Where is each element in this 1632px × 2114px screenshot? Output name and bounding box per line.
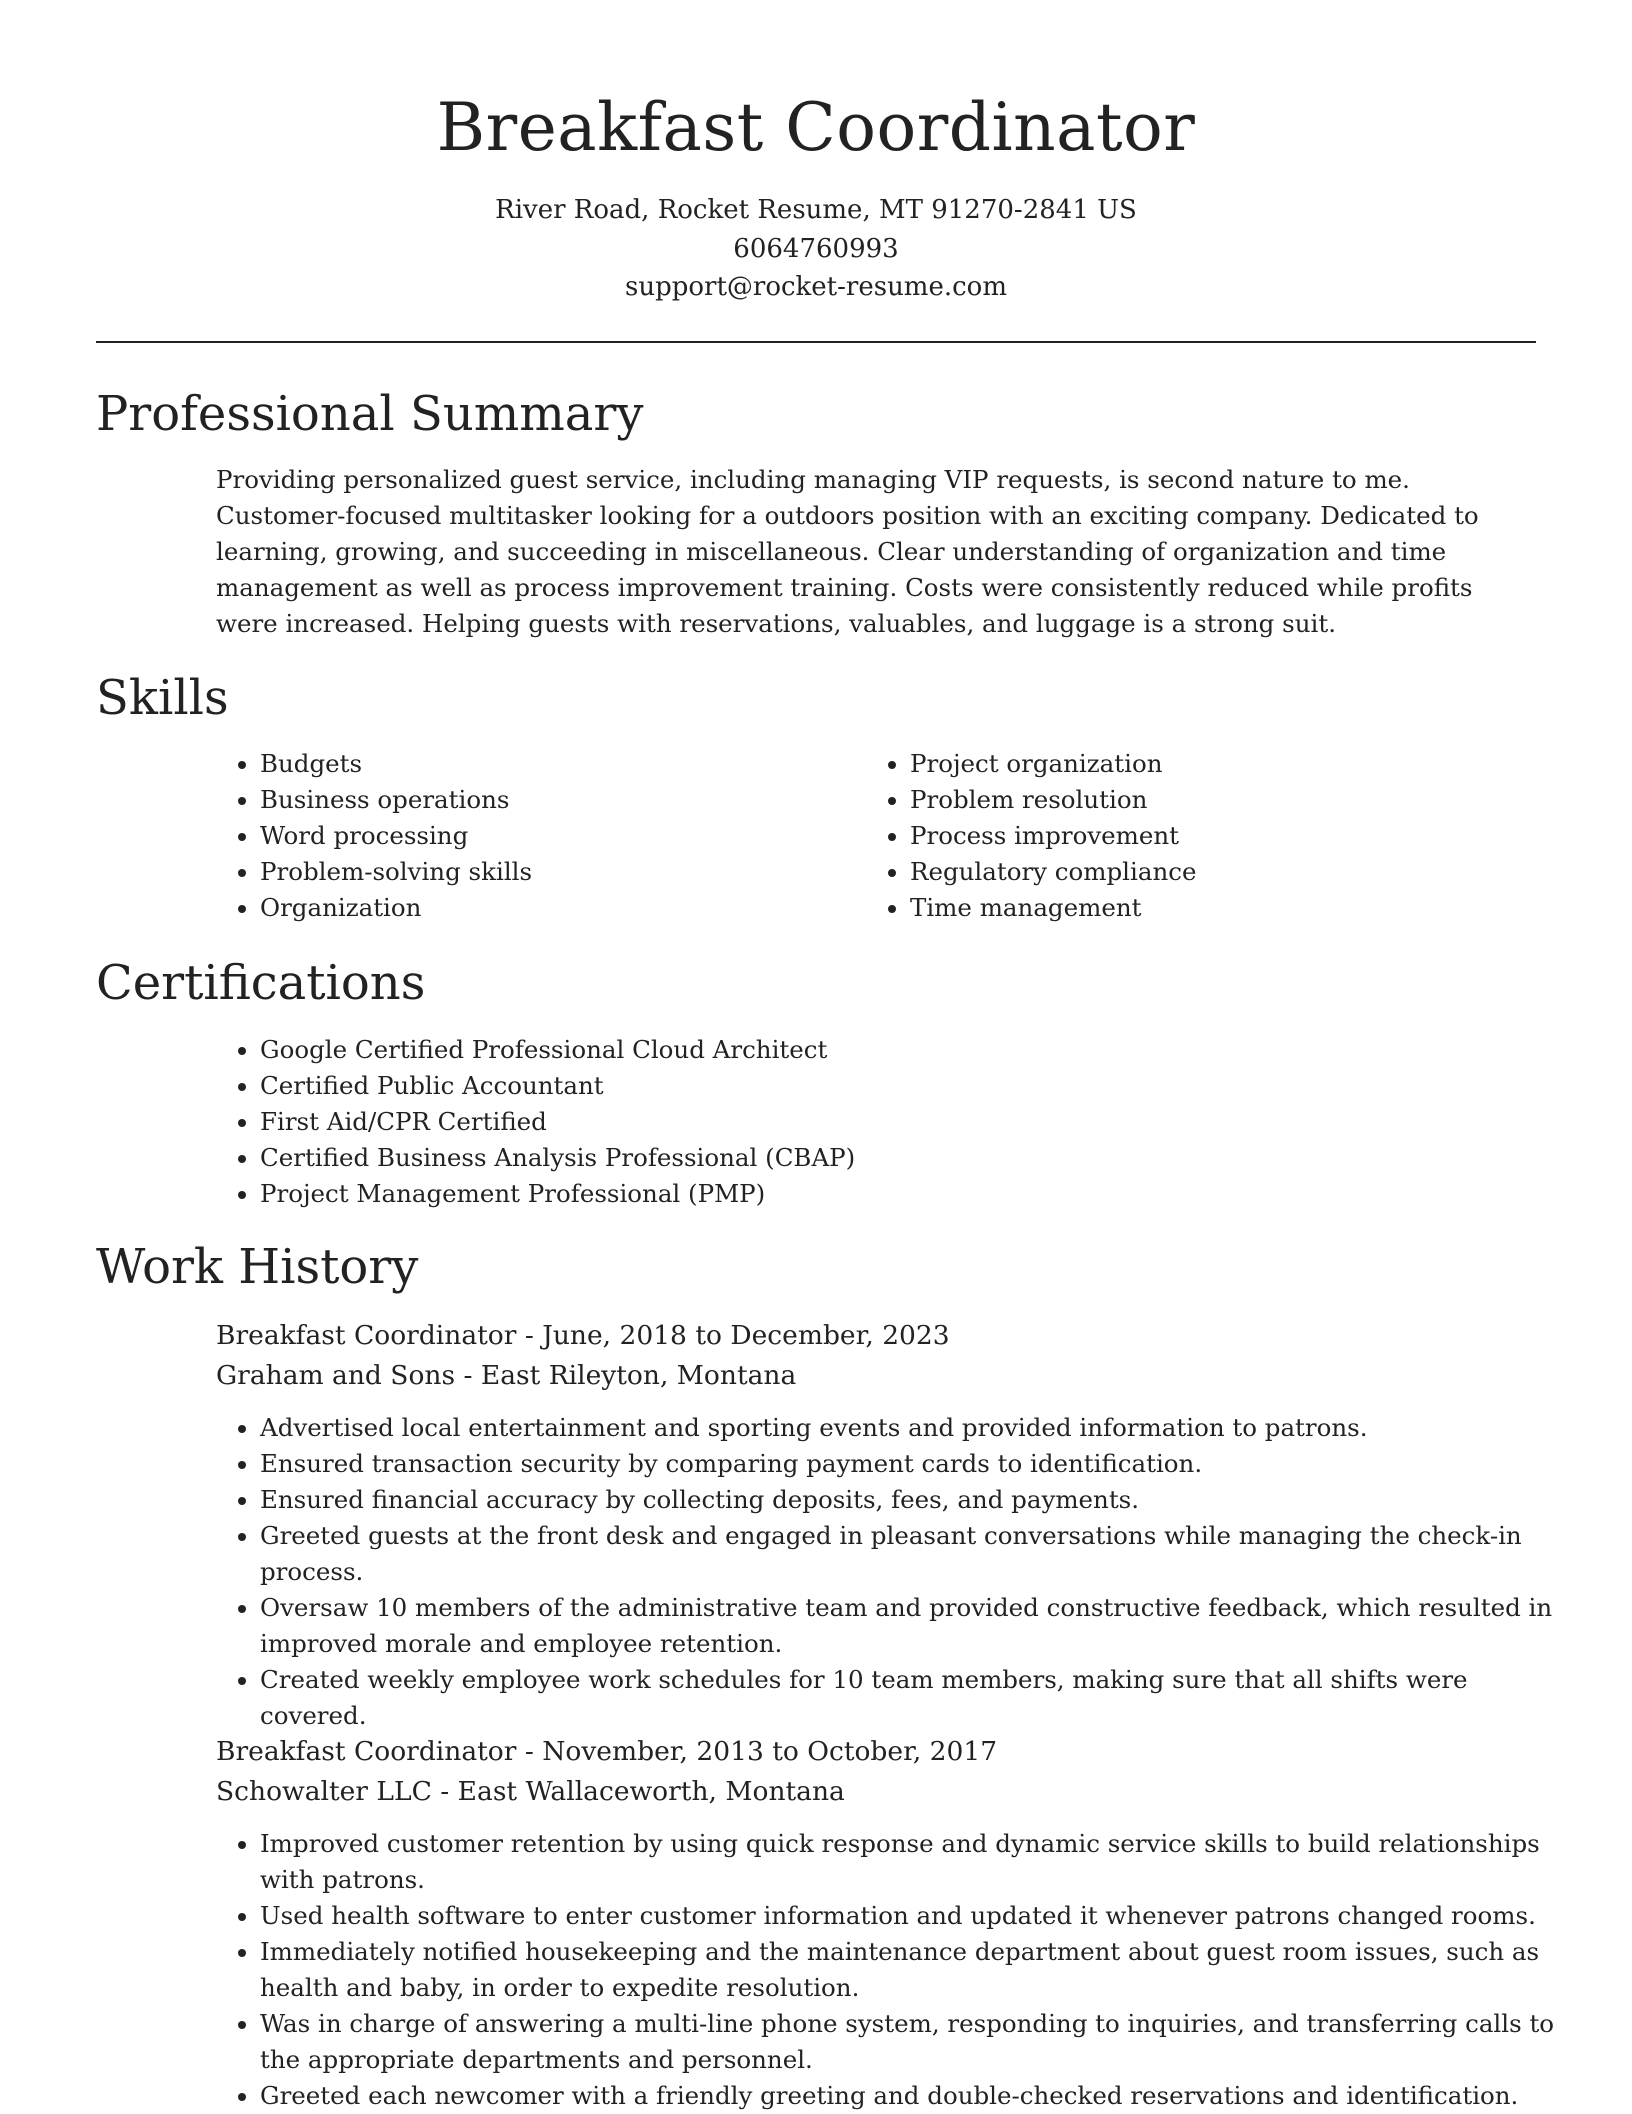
job-role: Breakfast Coordinator xyxy=(216,1320,517,1351)
contact-email: support@rocket-resume.com xyxy=(624,272,1007,302)
summary-text: Providing personalized guest service, including managing VIP requests, is second nature to me. Customer-focused multitasker looking for a outdoors position with an exciting company. Dedicated to learning, growing, and succeeding in miscellaneous. Clear understanding of organization and time management as well as process improvement training. Costs were consistently reduced while profits were increased. Helping guests with reservations, valuables, and luggage is a strong suit. xyxy=(216,465,1479,638)
list-item: • Created weekly employee work schedules for 10 team members, making sure that all shifts were covered. xyxy=(260,1662,1580,1734)
list-item: • Used health software to enter customer information and updated it whenever patrons changed rooms. xyxy=(260,1898,1580,1934)
job-company-line xyxy=(216,1772,845,1812)
summary-heading: Professional Summary xyxy=(96,386,644,442)
header-divider xyxy=(96,341,1536,343)
list-item: • Was in charge of answering a multi-line phone system, responding to inquiries, and transferring calls to the appropriate departments and personnel. xyxy=(260,2006,1580,2078)
job-title-line xyxy=(216,1316,950,1356)
list-item: • Improved customer retention by using quick response and dynamic service skills to build relationships with patrons. xyxy=(260,1826,1580,1898)
list-item: • Greeted each newcomer with a friendly greeting and double-checked reservations and identification. xyxy=(260,2078,1580,2114)
job-company-line xyxy=(216,1356,796,1396)
list-item: • Regulatory compliance xyxy=(910,854,1550,890)
work-history-heading: Work History xyxy=(96,1239,419,1295)
list-item: • Problem resolution xyxy=(910,782,1550,818)
skills-heading: Skills xyxy=(96,670,229,726)
job-role: Breakfast Coordinator xyxy=(216,1736,517,1767)
job-duties-list xyxy=(216,1410,1580,1734)
list-item: • Organization xyxy=(260,890,860,926)
list-item: • Greeted guests at the front desk and engaged in pleasant conversations while managing the check-in process. xyxy=(260,1518,1580,1590)
certifications-heading: Certifications xyxy=(96,955,426,1011)
job-company: Graham and Sons xyxy=(216,1360,456,1391)
job-title-line xyxy=(216,1732,997,1772)
list-item: • Ensured financial accuracy by collecting deposits, fees, and payments. xyxy=(260,1482,1580,1518)
certifications-list xyxy=(216,1032,1560,1212)
list-item: • First Aid/CPR Certified xyxy=(260,1104,1560,1140)
skills-list-right xyxy=(866,746,1550,926)
list-item: • Ensured transaction security by comparing payment cards to identification. xyxy=(260,1446,1580,1482)
list-item: • Budgets xyxy=(260,746,860,782)
contact-address: River Road, Rocket Resume, MT 91270-2841 US xyxy=(495,195,1137,225)
job-company: Schowalter LLC xyxy=(216,1776,432,1807)
list-item: • Process improvement xyxy=(910,818,1550,854)
list-item: • Immediately notified housekeeping and the maintenance department about guest room issues, such as health and baby, in order to expedite resolution. xyxy=(260,1934,1580,2006)
skills-list-left xyxy=(216,746,860,926)
job-dates: - June, 2018 to December, 2023 xyxy=(516,1320,950,1351)
list-item: • Certified Business Analysis Professional (CBAP) xyxy=(260,1140,1560,1176)
list-item: • Google Certified Professional Cloud Architect xyxy=(260,1032,1560,1068)
list-item: • Project Management Professional (PMP) xyxy=(260,1176,1560,1212)
list-item: • Word processing xyxy=(260,818,860,854)
candidate-name: Breakfast Coordinator xyxy=(436,89,1196,166)
job-dates: - November, 2013 to October, 2017 xyxy=(516,1736,998,1767)
list-item: • Advertised local entertainment and sporting events and provided information to patrons. xyxy=(260,1410,1580,1446)
list-item: • Oversaw 10 members of the administrative team and provided constructive feedback, which resulted in improved morale and employee retention. xyxy=(260,1590,1580,1662)
contact-phone: 6064760993 xyxy=(733,234,899,264)
job-location: - East Rileyton, Montana xyxy=(455,1360,797,1391)
list-item: • Business operations xyxy=(260,782,860,818)
list-item: • Problem-solving skills xyxy=(260,854,860,890)
list-item: • Certified Public Accountant xyxy=(260,1068,1560,1104)
job-location: - East Wallaceworth, Montana xyxy=(431,1776,845,1807)
list-item: • Time management xyxy=(910,890,1550,926)
list-item: • Project organization xyxy=(910,746,1550,782)
job-duties-list xyxy=(216,1826,1580,2114)
